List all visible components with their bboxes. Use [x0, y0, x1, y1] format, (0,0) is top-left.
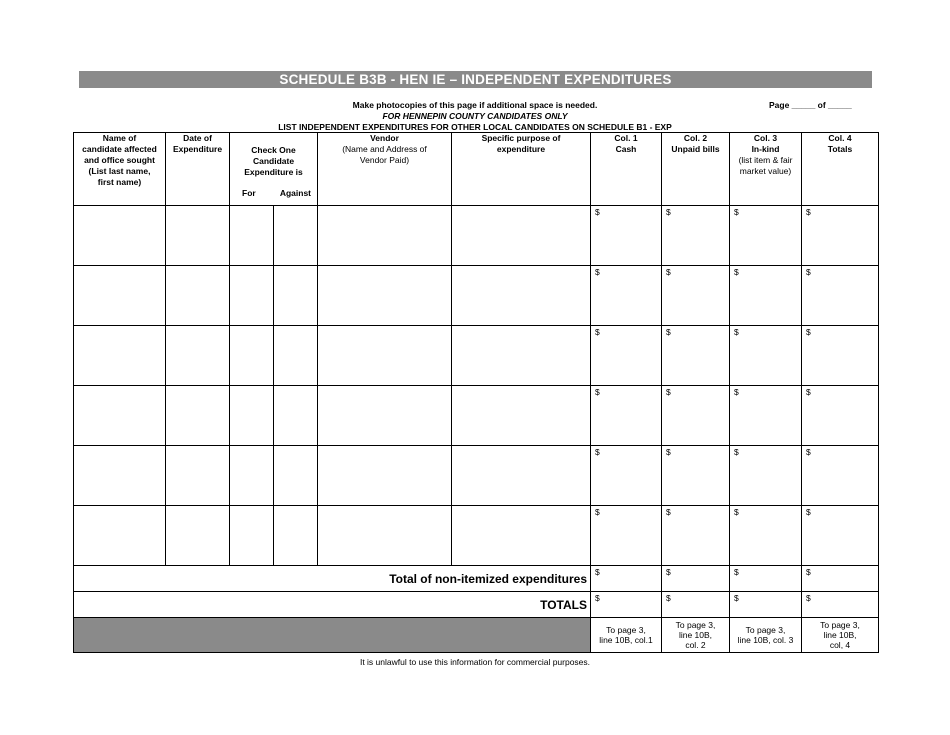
inkind-field[interactable]: $	[730, 506, 802, 566]
header-date: Date of Expenditure	[166, 133, 230, 206]
cash-field[interactable]: $	[591, 206, 662, 266]
photocopy-instruction: Make photocopies of this page if additional space is needed.	[352, 100, 598, 110]
for-checkbox[interactable]	[230, 326, 274, 386]
unpaid-field[interactable]: $	[662, 326, 730, 386]
carry-note-col4: To page 3, line 10B, col, 4	[802, 618, 879, 653]
totals-cash-field[interactable]: $	[591, 592, 662, 618]
purpose-field[interactable]	[452, 206, 591, 266]
carry-forward-row	[74, 618, 879, 653]
vendor-field[interactable]	[318, 206, 452, 266]
totals-row	[74, 592, 879, 618]
unpaid-field[interactable]: $	[662, 386, 730, 446]
expenditure-row	[74, 206, 879, 266]
against-checkbox[interactable]	[274, 446, 318, 506]
page-number-field[interactable]: Page _____ of _____	[769, 100, 852, 110]
purpose-field[interactable]	[452, 266, 591, 326]
total-field[interactable]: $	[802, 326, 879, 386]
cash-field[interactable]: $	[591, 326, 662, 386]
candidate-name-field[interactable]	[74, 206, 166, 266]
expenditure-row	[74, 326, 879, 386]
vendor-field[interactable]	[318, 386, 452, 446]
carry-note-col3: To page 3, line 10B, col. 3	[730, 618, 802, 653]
candidate-name-field[interactable]	[74, 506, 166, 566]
against-checkbox[interactable]	[274, 506, 318, 566]
header-check-one: Check One Candidate Expenditure is For Against	[230, 133, 318, 206]
purpose-field[interactable]	[452, 446, 591, 506]
candidate-name-field[interactable]	[74, 446, 166, 506]
header-for: For	[242, 188, 256, 198]
non-itemized-row	[74, 566, 879, 592]
totals-inkind-field[interactable]: $	[730, 592, 802, 618]
expenditure-row	[74, 266, 879, 326]
total-field[interactable]: $	[802, 266, 879, 326]
inkind-field[interactable]: $	[730, 326, 802, 386]
non-itemized-total-field[interactable]: $	[802, 566, 879, 592]
date-field[interactable]	[166, 386, 230, 446]
inkind-field[interactable]: $	[730, 206, 802, 266]
expenditures-table	[73, 132, 879, 653]
date-field[interactable]	[166, 446, 230, 506]
against-checkbox[interactable]	[274, 206, 318, 266]
header-col4-totals: Col. 4 Totals	[802, 133, 879, 206]
cash-field[interactable]: $	[591, 506, 662, 566]
for-checkbox[interactable]	[230, 386, 274, 446]
for-checkbox[interactable]	[230, 266, 274, 326]
non-itemized-cash-field[interactable]: $	[591, 566, 662, 592]
cash-field[interactable]: $	[591, 446, 662, 506]
candidate-name-field[interactable]	[74, 386, 166, 446]
non-itemized-inkind-field[interactable]: $	[730, 566, 802, 592]
header-vendor: Vendor (Name and Address of Vendor Paid)	[318, 133, 452, 206]
against-checkbox[interactable]	[274, 386, 318, 446]
carry-note-col1: To page 3, line 10B, col.1	[591, 618, 662, 653]
vendor-field[interactable]	[318, 506, 452, 566]
header-col3-inkind: Col. 3 In-kind (list item & fair market value)	[730, 133, 802, 206]
unpaid-field[interactable]: $	[662, 446, 730, 506]
date-field[interactable]	[166, 206, 230, 266]
date-field[interactable]	[166, 506, 230, 566]
totals-total-field[interactable]: $	[802, 592, 879, 618]
header-row	[74, 133, 879, 206]
purpose-field[interactable]	[452, 506, 591, 566]
inkind-field[interactable]: $	[730, 266, 802, 326]
for-checkbox[interactable]	[230, 506, 274, 566]
total-field[interactable]: $	[802, 506, 879, 566]
header-against: Against	[279, 188, 311, 198]
inkind-field[interactable]: $	[730, 446, 802, 506]
purpose-field[interactable]	[452, 386, 591, 446]
against-checkbox[interactable]	[274, 326, 318, 386]
header-col1-cash: Col. 1 Cash	[591, 133, 662, 206]
date-field[interactable]	[166, 326, 230, 386]
schedule-title: SCHEDULE B3B - HEN IE – INDEPENDENT EXPENDITURES	[79, 71, 872, 88]
totals-label: TOTALS	[74, 592, 591, 618]
totals-unpaid-field[interactable]: $	[662, 592, 730, 618]
candidate-name-field[interactable]	[74, 266, 166, 326]
purpose-field[interactable]	[452, 326, 591, 386]
candidate-name-field[interactable]	[74, 326, 166, 386]
for-checkbox[interactable]	[230, 446, 274, 506]
hennepin-note: FOR HENNEPIN COUNTY CANDIDATES ONLY	[382, 111, 568, 121]
non-itemized-label: Total of non-itemized expenditures	[74, 566, 591, 592]
non-itemized-unpaid-field[interactable]: $	[662, 566, 730, 592]
unpaid-field[interactable]: $	[662, 266, 730, 326]
against-checkbox[interactable]	[274, 266, 318, 326]
header-purpose: Specific purpose of expenditure	[452, 133, 591, 206]
vendor-field[interactable]	[318, 446, 452, 506]
total-field[interactable]: $	[802, 206, 879, 266]
cash-field[interactable]: $	[591, 386, 662, 446]
header-candidate-name: Name of candidate affected and office sought (List last name, first name)	[74, 133, 166, 206]
for-checkbox[interactable]	[230, 206, 274, 266]
gray-filler	[74, 618, 591, 653]
schedule-b1-note: LIST INDEPENDENT EXPENDITURES FOR OTHER LOCAL CANDIDATES ON SCHEDULE B1 - EXP	[278, 122, 672, 132]
commercial-use-warning: It is unlawful to use this information for commercial purposes.	[359, 657, 591, 667]
total-field[interactable]: $	[802, 386, 879, 446]
expenditure-row	[74, 506, 879, 566]
inkind-field[interactable]: $	[730, 386, 802, 446]
date-field[interactable]	[166, 266, 230, 326]
expenditure-row	[74, 386, 879, 446]
header-col2-unpaid: Col. 2 Unpaid bills	[662, 133, 730, 206]
cash-field[interactable]: $	[591, 266, 662, 326]
unpaid-field[interactable]: $	[662, 506, 730, 566]
expenditure-row	[74, 446, 879, 506]
vendor-field[interactable]	[318, 266, 452, 326]
carry-note-col2: To page 3, line 10B, col. 2	[662, 618, 730, 653]
vendor-field[interactable]	[318, 326, 452, 386]
unpaid-field[interactable]: $	[662, 206, 730, 266]
total-field[interactable]: $	[802, 446, 879, 506]
